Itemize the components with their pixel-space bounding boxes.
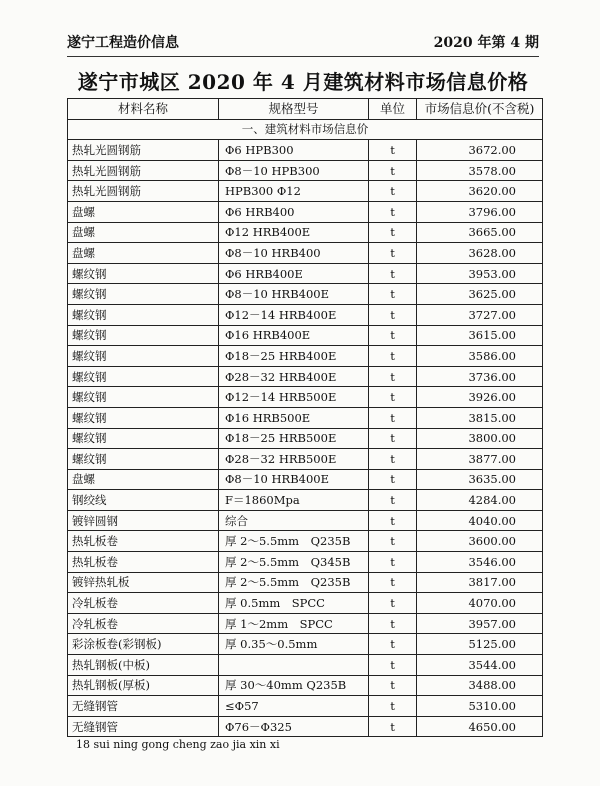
material-name: 盘螺 (68, 469, 219, 490)
material-name: 无缝钢管 (68, 696, 219, 717)
market-price: 3620.00 (417, 181, 543, 202)
unit: t (369, 675, 417, 696)
spec-model: Φ12－14 HRB400E (219, 304, 369, 325)
market-price: 3926.00 (417, 387, 543, 408)
material-name: 螺纹钢 (68, 284, 219, 305)
spec-model: Φ8－10 HRB400E (219, 284, 369, 305)
spec-model: 厚 2～5.5mm Q345B (219, 552, 369, 573)
spec-model: 厚 1～2mm SPCC (219, 613, 369, 634)
unit: t (369, 284, 417, 305)
market-price: 3727.00 (417, 304, 543, 325)
market-price: 3615.00 (417, 325, 543, 346)
unit: t (369, 387, 417, 408)
unit: t (369, 407, 417, 428)
spec-model: Φ6 HRB400 (219, 201, 369, 222)
spec-model: ≤Φ57 (219, 696, 369, 717)
section-row (68, 119, 543, 140)
spec-model: 综合 (219, 510, 369, 531)
table-row (68, 263, 543, 284)
table-row (68, 716, 543, 737)
spec-model: 厚 2～5.5mm Q235B (219, 531, 369, 552)
material-name: 彩涂板卷(彩钢板) (68, 634, 219, 655)
material-name: 盘螺 (68, 201, 219, 222)
unit: t (369, 655, 417, 676)
spec-model: Φ8－10 HRB400E (219, 469, 369, 490)
price-table (67, 98, 543, 737)
col-header-name: 材料名称 (68, 99, 219, 120)
spec-model: Φ8－10 HPB300 (219, 160, 369, 181)
material-name: 热轧光圆钢筋 (68, 160, 219, 181)
market-price: 3488.00 (417, 675, 543, 696)
spec-model: Φ18－25 HRB500E (219, 428, 369, 449)
col-header-unit: 单位 (369, 99, 417, 120)
market-price: 3736.00 (417, 366, 543, 387)
market-price: 5310.00 (417, 696, 543, 717)
material-name: 镀锌热轧板 (68, 572, 219, 593)
unit: t (369, 140, 417, 161)
table-row (68, 387, 543, 408)
material-name: 螺纹钢 (68, 449, 219, 470)
spec-model: Φ28－32 HRB500E (219, 449, 369, 470)
unit: t (369, 181, 417, 202)
table-row (68, 366, 543, 387)
material-name: 无缝钢管 (68, 716, 219, 737)
table-row (68, 469, 543, 490)
table-row (68, 428, 543, 449)
table-row (68, 655, 543, 676)
market-price: 3796.00 (417, 201, 543, 222)
unit: t (369, 613, 417, 634)
market-price: 3628.00 (417, 243, 543, 264)
table-row (68, 675, 543, 696)
unit: t (369, 304, 417, 325)
unit: t (369, 449, 417, 470)
market-price: 3665.00 (417, 222, 543, 243)
spec-model (219, 655, 369, 676)
table-row (68, 181, 543, 202)
material-name: 螺纹钢 (68, 263, 219, 284)
market-price: 4040.00 (417, 510, 543, 531)
material-name: 盘螺 (68, 243, 219, 264)
spec-model: Φ16 HRB400E (219, 325, 369, 346)
material-name: 螺纹钢 (68, 387, 219, 408)
unit: t (369, 490, 417, 511)
material-name: 热轧钢板(厚板) (68, 675, 219, 696)
material-name: 热轧光圆钢筋 (68, 140, 219, 161)
page-footer: 18 sui ning gong cheng zao jia xin xi (76, 738, 280, 751)
spec-model: 厚 2～5.5mm Q235B (219, 572, 369, 593)
unit: t (369, 593, 417, 614)
spec-model: 厚 0.5mm SPCC (219, 593, 369, 614)
material-name: 螺纹钢 (68, 325, 219, 346)
market-price: 5125.00 (417, 634, 543, 655)
spec-model: HPB300 Φ12 (219, 181, 369, 202)
table-row (68, 593, 543, 614)
unit: t (369, 346, 417, 367)
table-row (68, 613, 543, 634)
market-price: 3672.00 (417, 140, 543, 161)
section-title: 一、建筑材料市场信息价 (68, 119, 543, 140)
material-name: 螺纹钢 (68, 304, 219, 325)
spec-model: 厚 0.35～0.5mm (219, 634, 369, 655)
spec-model: Φ8－10 HRB400 (219, 243, 369, 264)
unit: t (369, 696, 417, 717)
spec-model: Φ6 HPB300 (219, 140, 369, 161)
table-row (68, 490, 543, 511)
material-name: 镀锌圆钢 (68, 510, 219, 531)
issue-number: 2020 年第 4 期 (433, 35, 539, 51)
unit: t (369, 716, 417, 737)
spec-model: Φ76－Φ325 (219, 716, 369, 737)
table-row (68, 284, 543, 305)
material-name: 热轧钢板(中板) (68, 655, 219, 676)
unit: t (369, 160, 417, 181)
spec-model: Φ12－14 HRB500E (219, 387, 369, 408)
spec-model: Φ6 HRB400E (219, 263, 369, 284)
material-name: 冷轧板卷 (68, 593, 219, 614)
market-price: 3544.00 (417, 655, 543, 676)
unit: t (369, 572, 417, 593)
table-row (68, 304, 543, 325)
table-row (68, 201, 543, 222)
material-name: 热轧光圆钢筋 (68, 181, 219, 202)
material-name: 螺纹钢 (68, 428, 219, 449)
table-row (68, 510, 543, 531)
unit: t (369, 552, 417, 573)
market-price: 3817.00 (417, 572, 543, 593)
spec-model: Φ28－32 HRB400E (219, 366, 369, 387)
market-price: 4284.00 (417, 490, 543, 511)
table-row (68, 552, 543, 573)
table-row (68, 449, 543, 470)
market-price: 4650.00 (417, 716, 543, 737)
material-name: 盘螺 (68, 222, 219, 243)
market-price: 4070.00 (417, 593, 543, 614)
spec-model: Φ12 HRB400E (219, 222, 369, 243)
table-row (68, 243, 543, 264)
table-row (68, 696, 543, 717)
material-name: 热轧板卷 (68, 531, 219, 552)
market-price: 3957.00 (417, 613, 543, 634)
unit: t (369, 634, 417, 655)
market-price: 3586.00 (417, 346, 543, 367)
page-header (67, 28, 539, 52)
spec-model: Φ16 HRB500E (219, 407, 369, 428)
spec-model: 厚 30～40mm Q235B (219, 675, 369, 696)
material-name: 冷轧板卷 (68, 613, 219, 634)
unit: t (369, 222, 417, 243)
unit: t (369, 469, 417, 490)
table-row (68, 346, 543, 367)
market-price: 3953.00 (417, 263, 543, 284)
unit: t (369, 510, 417, 531)
material-name: 螺纹钢 (68, 366, 219, 387)
col-header-price: 市场信息价(不含税) (417, 99, 543, 120)
market-price: 3600.00 (417, 531, 543, 552)
unit: t (369, 531, 417, 552)
material-name: 钢绞线 (68, 490, 219, 511)
table-row (68, 572, 543, 593)
unit: t (369, 428, 417, 449)
market-price: 3546.00 (417, 552, 543, 573)
spec-model: F＝1860Mpa (219, 490, 369, 511)
market-price: 3635.00 (417, 469, 543, 490)
material-name: 热轧板卷 (68, 552, 219, 573)
unit: t (369, 325, 417, 346)
market-price: 3877.00 (417, 449, 543, 470)
market-price: 3800.00 (417, 428, 543, 449)
table-row (68, 531, 543, 552)
header-divider (67, 56, 539, 57)
material-name: 螺纹钢 (68, 407, 219, 428)
table-row (68, 325, 543, 346)
table-header-row (68, 99, 543, 120)
col-header-spec: 规格型号 (219, 99, 369, 120)
spec-model: Φ18－25 HRB400E (219, 346, 369, 367)
table-row (68, 222, 543, 243)
market-price: 3815.00 (417, 407, 543, 428)
publication-name: 遂宁工程造价信息 (67, 35, 179, 51)
table-row (68, 634, 543, 655)
unit: t (369, 263, 417, 284)
market-price: 3625.00 (417, 284, 543, 305)
unit: t (369, 243, 417, 264)
table-row (68, 140, 543, 161)
table-row (68, 407, 543, 428)
material-name: 螺纹钢 (68, 346, 219, 367)
table-row (68, 160, 543, 181)
unit: t (369, 366, 417, 387)
unit: t (369, 201, 417, 222)
market-price: 3578.00 (417, 160, 543, 181)
page-title: 遂宁市城区 2020 年 4 月建筑材料市场信息价格 (77, 70, 529, 94)
